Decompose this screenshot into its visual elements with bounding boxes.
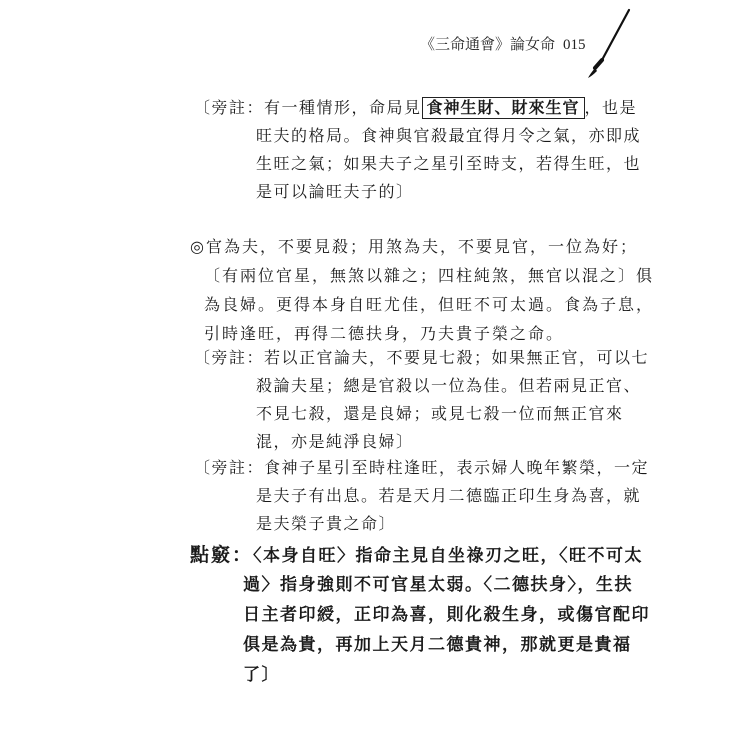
main-line: 為良婦。更得本身自旺尤佳，但旺不可太過。食為子息，: [204, 295, 655, 314]
note-text: ，也是: [584, 98, 638, 117]
note-line: 旺夫的格局。食神與官殺最宜得月令之氣，亦即成: [256, 126, 642, 145]
running-header: [420, 33, 586, 54]
key-point-label: 點竅：: [190, 544, 254, 566]
note-line: 生旺之氣；如果夫子之星引至時支，若得生旺，也: [256, 154, 642, 173]
point-line: 了〕: [243, 665, 280, 685]
note-line: 是可以論旺夫子的〕: [256, 182, 414, 201]
note-text: 〔旁註：有一種情形，命局見: [194, 98, 422, 117]
side-note-1: [194, 94, 641, 206]
note-line: 〔旁註：若以正官論夫，不要見七殺；如果無正官，可以七: [194, 348, 650, 367]
side-note-2: [194, 344, 649, 456]
point-line: 過〉指身強則不可官星太弱。〈二德扶身〉，生扶: [243, 575, 633, 595]
header-title: 《三命通會》論女命: [420, 35, 556, 53]
boxed-phrase: 食神生財、財來生官: [422, 97, 585, 119]
main-line: 〔有兩位官星，無煞以雜之；四柱純煞，無官以混之〕俱: [204, 266, 655, 285]
note-line: 混，亦是純淨良婦〕: [256, 432, 414, 451]
note-line: 殺論夫星；總是官殺以一位為佳。但若兩見正官、: [256, 376, 642, 395]
calligraphy-brush-icon: [582, 8, 632, 80]
note-line: 不見七殺，還是良婦；或見七殺一位而無正官來: [256, 404, 624, 423]
note-line: 〔旁註：食神子星引至時柱逢旺，表示婦人晚年繁榮，一定: [194, 458, 650, 477]
main-line: 引時逢旺，再得二德扶身，乃夫貴子榮之命。: [204, 324, 565, 343]
key-point: [190, 540, 650, 690]
note-line: 是夫子有出息。若是天月二德臨正印生身為喜，就: [256, 486, 642, 505]
point-text: 〈本身自旺〉指命主見自坐祿刃之旺，〈旺不可太: [253, 546, 644, 566]
page-number: 015: [563, 37, 586, 53]
main-text: [190, 232, 654, 348]
note-line: [194, 94, 641, 122]
point-line: 俱是為貴，再加上天月二德貴神，那就更是貴福: [243, 635, 632, 655]
side-note-3: [194, 454, 649, 538]
note-line: 是夫榮子貴之命〕: [256, 514, 397, 533]
point-line: 日主者印綬，正印為喜，則化殺生身，或傷官配印: [243, 605, 650, 625]
main-line: ◎官為夫，不要見殺；用煞為夫，不要見官，一位為好；: [190, 237, 638, 256]
point-line: [190, 540, 650, 570]
